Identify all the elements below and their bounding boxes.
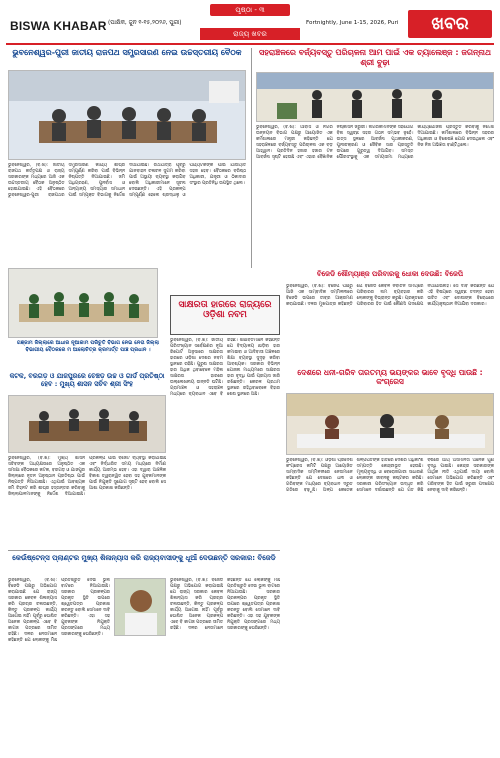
article-body-waste-management: ଭୁବନେଶ୍ୱର, (ବି.ଖ): ଆବାସ ଓ ନଗର ଉନ୍ନୟନ ବିଭାଗ ପକ୍ଷରୁ ଆୟୋଜିତ ଏକ କର୍ମଶାଳାରେ ମନ୍ତ୍ରୀ କହିଛନ୍ତି ଯେ ସହରାଞ୍ଚଳରେ ବର୍ଜ୍ୟବସ୍ତୁ ପରିଚାଳନା ଏକ ବଡ଼ ଆହ୍ୱାନ। ପ୍ରତିଦିନ ହଜାର ହଜାର ଟନ ଆବର୍ଜନା ସୃଷ୍ଟି ହେଉଛି ଏବଂ ଏହାର ବୈଜ୍ଞାନିକ ନିଷ୍କାସନ ଜରୁରୀ। ନାଗରିକମାନଙ୍କ ସହଯୋଗ ବିନା ସ୍ୱଚ୍ଛ ସହର ଗଠନ ସମ୍ଭବ ନୁହେଁ। ଉତ୍ସ ସ୍ଥଳରେ ଆବର୍ଜନା ପୃଥକୀକରଣ, ପୁନଃଚକ୍ରଣ ଓ ଜୈବିକ ସାର ପ୍ରସ୍ତୁତି ଉପରେ ଗୁରୁତ୍ୱ ଦିଆଯିବ। ସମସ୍ତ ପୌରସଂସ୍ଥାକୁ ଏକ ସମୟସୀମା ମଧ୍ୟରେ କାର୍ଯ୍ୟଯୋଜନା ପ୍ରସ୍ତୁତ କରିବାକୁ ନିର୍ଦ୍ଦେଶ ଦିଆଯାଇଛି। କର୍ମଶାଳାରେ ବିଭିନ୍ନ ସହରର ଅଧିକାରୀ ଓ ବିଶେଷଜ୍ଞ ଯୋଗ ଦେଇଥିଲେ ଏବଂ ନିଜ ନିଜ ଅଭିଜ୍ଞତା ବାଣ୍ଟିଥିଲେ। [256,125,494,160]
brand-name: BISWA KHABAR [10,19,107,33]
photo-bjd-leader [114,578,166,636]
article-body-bjd-continued: ଭୁବନେଶ୍ୱର, (ବି.ଖ): ବିଜେଡି ପକ୍ଷରୁ ଅଭିଯୋଗ କରାଯାଇଛି ଯେ ରାଜ୍ୟ ସରକାର କେବଳ ଶିଳାନ୍ୟାସ କରି ପ୍ରଚାର ଚଳାଉଛନ୍ତି, କିନ୍ତୁ ପ୍ରକଳ୍ପ କାର୍ଯ୍ୟ ଆଗେଇ ନାହିଁ। ପୂର୍ବରୁ ଘୋଷିତ ଅନେକ ପ୍ରକଳ୍ପ ଏବେ ବି କାଗଜ ପତ୍ରରେ ସୀମିତ ରହିଛି। ଦଳର ନେତାମାନେ କହିଛନ୍ତି ଯେ ଲୋକଙ୍କୁ ମିଛ ପ୍ରତିଶ୍ରୁତି ଦେଇ ଭୁଲ ବାଟରେ ନିଆଯାଉଛି। ସରକାର ପ୍ରକଳ୍ପର ପ୍ରକୃତ ସ୍ଥିତି ଉପରେ ଶ୍ୱେତପତ୍ର ପ୍ରକାଶ କରନ୍ତୁ ବୋଲି ସେମାନେ ଦାବି କରିଛନ୍ତି। ଏହା ସହ ଯୁବକଙ୍କ ନିଯୁକ୍ତି ପ୍ରସଙ୍ଗରେ ମଧ୍ୟ ସରକାରଙ୍କୁ ଘେରିଛନ୍ତି। [170,578,280,631]
caption-ganjam: ଗଞ୍ଜାମ ଜିଲ୍ଲାରେ ଆଧାର ନୂଆକାମ ପରିଚୁତି ବିଭାଗ ନେଇ ନେତା ଜିଲ୍ଲା ବିଭାଗୀୟ ବୈଠକରେ ମ ଆଲୋଚିତ୍ର କ୍ରମାର୍ତ୍ତ ପାଞ୍ଚ ପ୍ରଧାନ । [16,340,160,353]
photo-waste-workshop [256,72,494,122]
column-divider [251,48,252,268]
article-body-literacy: ଭୁବନେଶ୍ୱର, (ବି.ଖ): ଜାତୀୟ ପରିସଂଖ୍ୟାନ ସର୍ବେକ୍ଷଣର ନୂଆ ରିପୋର୍ଟ ଅନୁସାରେ ସାକ୍ଷରତା ହାରରେ ଓଡ଼ିଶା ଦେଶର ନବମ ସ୍ଥାନରେ ରହିଛି। ପୁରୁଷ ସାକ୍ଷରତା ହାର ଅଧିକ ଥିବାବେଳେ ମହିଳା ସାକ୍ଷରତା ହାରରେ ଉଲ୍ଲେଖନୀୟ ଉନ୍ନତି ଘଟିଛି। ଗ୍ରାମାଞ୍ଚଳ ଓ ସହରାଞ୍ଚଳ ମଧ୍ୟରେ ବ୍ୟବଧାନ ଏବେ ବି ରହିଛି। ଶିକ୍ଷାବିତମାନେ କହିଛନ୍ତି ଯେ ବିଦ୍ୟାଳୟ ଛାଡ଼ିବା ହାର କମାଇବା ଓ ଆଦିବାସୀ ଅଞ୍ଚଳରେ ଶିକ୍ଷା ବ୍ୟବସ୍ଥା ସୁଦୃଢ଼ କରିବା ଆବଶ୍ୟକ। ସରକାର ବିଭିନ୍ନ ଯୋଜନା ମାଧ୍ୟମରେ ସାକ୍ଷରତା ହାର ବୃଦ୍ଧି ପାଇଁ ପ୍ରୟାସ ଜାରି ରଖିଛନ୍ତି। କେରଳ ପ୍ରଥମ ସ୍ଥାନରେ ରହିଥିବାବେଳେ ବିହାର ଶେଷ ସ୍ଥାନରେ ଅଛି। [170,338,280,397]
headline-congress: ଦେଶରେ ଧନୀ-ଗରିବ ତାରତମ୍ୟ ଭୟଙ୍କର ଭାବେ ବୃଦ୍ଧି ପାଉଛି : କଂଗ୍ରେସ [297,368,483,387]
headline-waste-management: ସହରାଞ୍ଚଳରେ ବର୍ଜ୍ୟବସ୍ତୁ ପରିଚାଳନା ଆମ ପାଇଁ ଏକ ଚ୍ୟାଲେଞ୍ଜ : ଜଗନ୍ନାଥ ଶ୍ରୀ ବୁଢ଼ା [259,48,491,67]
headline-box-literacy [170,295,280,335]
header-rule [6,43,494,45]
page-number-badge: ପୃଷ୍ଠା - ୩ [210,4,290,16]
article-body-bjd: ଭୁବନେଶ୍ୱର, (ବି.ଖ): ବିଜେଡି ପକ୍ଷରୁ ଅଭିଯୋଗ କରାଯାଇଛି ଯେ ରାଜ୍ୟ ସରକାର କେବଳ ଶିଳାନ୍ୟାସ କରି ପ୍ରଚାର ଚଳାଉଛନ୍ତି, କିନ୍ତୁ ପ୍ରକଳ୍ପ କାର୍ଯ୍ୟ ଆଗେଇ ନାହିଁ। ପୂର୍ବରୁ ଘୋଷିତ ଅନେକ ପ୍ରକଳ୍ପ ଏବେ ବି କାଗଜ ପତ୍ରରେ ସୀମିତ ରହିଛି। ଦଳର ନେତାମାନେ କହିଛନ୍ତି ଯେ ଲୋକଙ୍କୁ ମିଛ ପ୍ରତିଶ୍ରୁତି ଦେଇ ଭୁଲ ବାଟରେ ନିଆଯାଉଛି। ସରକାର ପ୍ରକଳ୍ପର ପ୍ରକୃତ ସ୍ଥିତି ଉପରେ ଶ୍ୱେତପତ୍ର ପ୍ରକାଶ କରନ୍ତୁ ବୋଲି ସେମାନେ ଦାବି କରିଛନ୍ତି। ଏହା ସହ ଯୁବକଙ୍କ ନିଯୁକ୍ତି ପ୍ରସଙ୍ଗରେ ମଧ୍ୟ ସରକାରଙ୍କୁ ଘେରିଛନ୍ତି। [8,578,110,643]
masthead [0,0,500,42]
frequency-line: Fortnightly, June 1-15, 2026, Puri [306,20,399,26]
photo-ganjam-meeting [8,268,158,338]
photo-highway-meeting [8,70,246,160]
headline-bjd: କେଉଁଷ୍ଟେନ୍ସ ପ୍ଲାଣ୍ଟର ମୁଖ୍ୟ ଶିଳାନ୍ୟାସ କରି ରାଜ୍ୟବାସୀଙ୍କୁ ଧୂଆଁ ଦେଉଛନ୍ତି ସରକାର: ବିଜେଡି [12,554,276,562]
headline-literacy: ସାକ୍ଷରତା ହାରରେ ରାଜ୍ୟରେ ଓଡ଼ିଶା ନବମ [178,300,272,320]
article-body-chief-secretary: ଭୁବନେଶ୍ୱର, (ବି.ଖ): ମୁଖ୍ୟ ଶାସନ ସଚିବଙ୍କ ଅଧ୍ୟକ୍ଷତାରେ ଅନୁଷ୍ଠିତ ଏକ ସମୀକ୍ଷା ବୈଠକରେ କଟକ, ବରଗଡ଼ ଓ ଯାଜପୁର ଜିଲ୍ଲାରେ ନୂତନ ଅନୁଷ୍ଠାନ ପ୍ରତିଷ୍ଠା ପାଇଁ ନିଷ୍ପତ୍ତି ନିଆଯାଇଛି। ଏଥିପାଇଁ ଆବଶ୍ୟକ ଜମି ଚିହ୍ନଟ କରି ଶୀଘ୍ର ହସ୍ତାନ୍ତର କରିବାକୁ ଜିଲ୍ଲାପାଳମାନଙ୍କୁ ନିର୍ଦ୍ଦେଶ ଦିଆଯାଇଛି। ପ୍ରକଳ୍ପ ପାଇଁ ବଜେଟ ବ୍ୟବସ୍ଥା କରାଯାଇଛି ଏବଂ ନିର୍ଦ୍ଧାରିତ ସମୟ ମଧ୍ୟରେ ନିର୍ମାଣ କାର୍ଯ୍ୟ ଆରମ୍ଭ ହେବ। ଏହା ଦ୍ୱାରା ଆଞ୍ଚଳିକ ବିକାଶ ତ୍ୱରାନ୍ୱିତ ହେବା ସହ ଯୁବକମାନଙ୍କ ପାଇଁ ନିଯୁକ୍ତି ସୁଯୋଗ ସୃଷ୍ଟି ହେବ ବୋଲି ସେ ଆଶା ପ୍ରକାଶ କରିଛନ୍ତି। [8,456,166,497]
newspaper-logo: ଖବର [408,10,492,38]
headline-chief-secretary: କଟକ, ବରଗଡ଼ ଓ ଯାଜପୁରରେ ଚେଞ୍ଚଡ଼ ଉଚ୍ଚ ଓ ଗାର୍ଡ ପ୍ରତିଷ୍ଠା ହେବ : ମୁଖ୍ୟ ଶାସନ ସଚିବ ଶ୍ରୀ ସିଂହ [9,372,165,389]
photo-congress-press [286,393,494,455]
photo-review-meeting [8,395,166,453]
article-body-highway: ଭୁବନେଶ୍ୱର, (ବି.ଖ): ଜାତୀୟ ରାଜପଥ କର୍ତ୍ତୃପକ୍ଷ ଓ ରାଜ୍ୟ ସରକାରଙ୍କ ମଧ୍ୟରେ ଆଜି ଏକ ଉଚ୍ଚସ୍ତରୀୟ ବୈଠକ ଅନୁଷ୍ଠିତ ହୋଇଯାଇଛି। ଏହି ବୈଠକରେ ଭୁବନେଶ୍ୱର-ପୁରୀ ରାଜପଥର ସମ୍ପ୍ରସାରଣ କାର୍ଯ୍ୟ ଶୀଘ୍ର ସମ୍ପୂର୍ଣ୍ଣ କରିବା ପାଇଁ ବିଭିନ୍ନ ନିଷ୍ପତ୍ତି ନିଆଯାଇଛି। ଜମି ଅଧିଗ୍ରହଣ, ପୁନର୍ବାସ ଓ ଅନ୍ୟାନ୍ୟ ସମସ୍ୟାର ସମାଧାନ ପାଇଁ ସମ୍ପୃକ୍ତ ବିଭାଗକୁ ନିର୍ଦ୍ଦେଶ ଦିଆଯାଇଛି। ରଥଯାତ୍ରା ପୂର୍ବରୁ ଯାନବାହନ ଚଳାଚଳ ସୁଗମ କରିବା ପାଇଁ ଅସ୍ଥାୟୀ ବ୍ୟବସ୍ଥା କରାଯିବ ବୋଲି ଅଧିକାରୀମାନେ ସୂଚନା ଦେଇଛନ୍ତି। ଏହି ପ୍ରକଳ୍ପ ସମ୍ପୂର୍ଣ୍ଣ ହେଲେ ଶ୍ରଦ୍ଧାଳୁ ଓ ପର୍ଯ୍ୟଟକଙ୍କ ପାଇଁ ଯାତାୟାତ ସହଜ ହେବ। ବୈଠକରେ ବରିଷ୍ଠ ଅଧିକାରୀ, ଯନ୍ତ୍ରୀ ଓ ଠିକାଦାର ସଂସ୍ଥାର ପ୍ରତିନିଧି ଉପସ୍ଥିତ ଥିଲେ। [8,163,246,198]
dateline: (ପାକ୍ଷିକ, ଜୁନ ୧-୧୫,୨୦୨୬, ପୁରୀ) [108,20,182,26]
headline-bjp: ବିଜେଡି ଶୌମ୍ୟାଞ୍ଜ ପରିବାରକୁ ଧୋକା ଦେଉଛି: ବିଜେପି [316,270,464,278]
section-divider [8,550,280,551]
article-body-bjp: ଭୁବନେଶ୍ୱର, (ବି.ଖ): ବିଜେପି ପକ୍ଷରୁ ଆଜି ଏକ ସାମ୍ବାଦିକ ସମ୍ମିଳନୀରେ ବିଜେଡି ଉପରେ ତୀବ୍ର ଆକ୍ରମଣ କରାଯାଇଛି। ଦଳର ମୁଖପାତ୍ର କହିଛନ୍ତି ଯେ ବିଜେଡି କେବଳ ନିର୍ବାଚନ ସମୟରେ ପରିବାରର ନାମ ବ୍ୟବହାର କରି ଲୋକଙ୍କୁ ବିଭ୍ରାନ୍ତ କରୁଛି। ପ୍ରକୃତରେ ପରିବାରର ହିତ ପାଇଁ କୌଣସି ପଦକ୍ଷେପ ନିଆଯାଇନାହିଁ। ସେ ଦାବି କରିଛନ୍ତି ଯେ ଏହି ବିଷୟରେ ସ୍ୱଚ୍ଛ ତଦନ୍ତ ହେବା ଉଚିତ ଏବଂ ଦୋଷୀଙ୍କ ବିରୋଧରେ କାର୍ଯ୍ୟାନୁଷ୍ଠାନ ନିଆଯିବା ଦରକାର। [286,284,494,307]
article-body-congress: ଭୁବନେଶ୍ୱର, (ବି.ଖ): ଓଡ଼ିଶା ପ୍ରଦେଶ କଂଗ୍ରେସ କମିଟି ପକ୍ଷରୁ ଆୟୋଜିତ ସାମ୍ବାଦିକ ସମ୍ମିଳନୀରେ ନେତାମାନେ କହିଛନ୍ତି ଯେ ଦେଶରେ ଧନୀ ଓ ଗରିବଙ୍କ ମଧ୍ୟରେ ବ୍ୟବଧାନ ଦ୍ରୁତ ଗତିରେ ବଢ଼ୁଛି। ଅଳ୍ପ କେତେକ ଶିଳ୍ପପତିଙ୍କ ହାତରେ ଦେଶର ଅଧିକାଂଶ ସମ୍ପତ୍ତି କେନ୍ଦ୍ରୀଭୂତ ହେଉଛି। ମୂଲ୍ୟବୃଦ୍ଧି ଓ ବେରୋଜଗାରୀ ସାଧାରଣ ଲୋକଙ୍କ ଜୀବନକୁ କଷ୍ଟକର କରିଛି। ସରକାରୀ ପରିସଂଖ୍ୟାନ ଉଦ୍ଧୃତ କରି ସେମାନେ ଦର୍ଶାଇଛନ୍ତି ଯେ ଗତ କିଛି ବର୍ଷରେ ଆୟ ଅସମାନତା ଅନେକ ଗୁଣ ବୃଦ୍ଧି ପାଇଛି। କେନ୍ଦ୍ର ସରକାରଙ୍କ ଆର୍ଥିକ ନୀତି ଏଥିପାଇଁ ଦାୟୀ ବୋଲି ସେମାନେ ଅଭିଯୋଗ କରିଛନ୍ତି ଏବଂ ଗରିବଙ୍କ ହିତ ପାଇଁ ଜରୁରୀ ପଦକ୍ଷେପ ନେବାକୁ ଦାବି କରିଛନ୍ତି। [286,458,494,493]
headline-highway: ଭୁବନେଶ୍ୱର-ପୁରୀ ଜାତୀୟ ରାଜପଥ ସମ୍ପ୍ରସାରଣ ନେଇ ଉଚ୍ଚସ୍ତରୀୟ ବୈଠକ [12,48,242,57]
section-label: ରାଜ୍ୟ ଖବର [200,28,300,40]
